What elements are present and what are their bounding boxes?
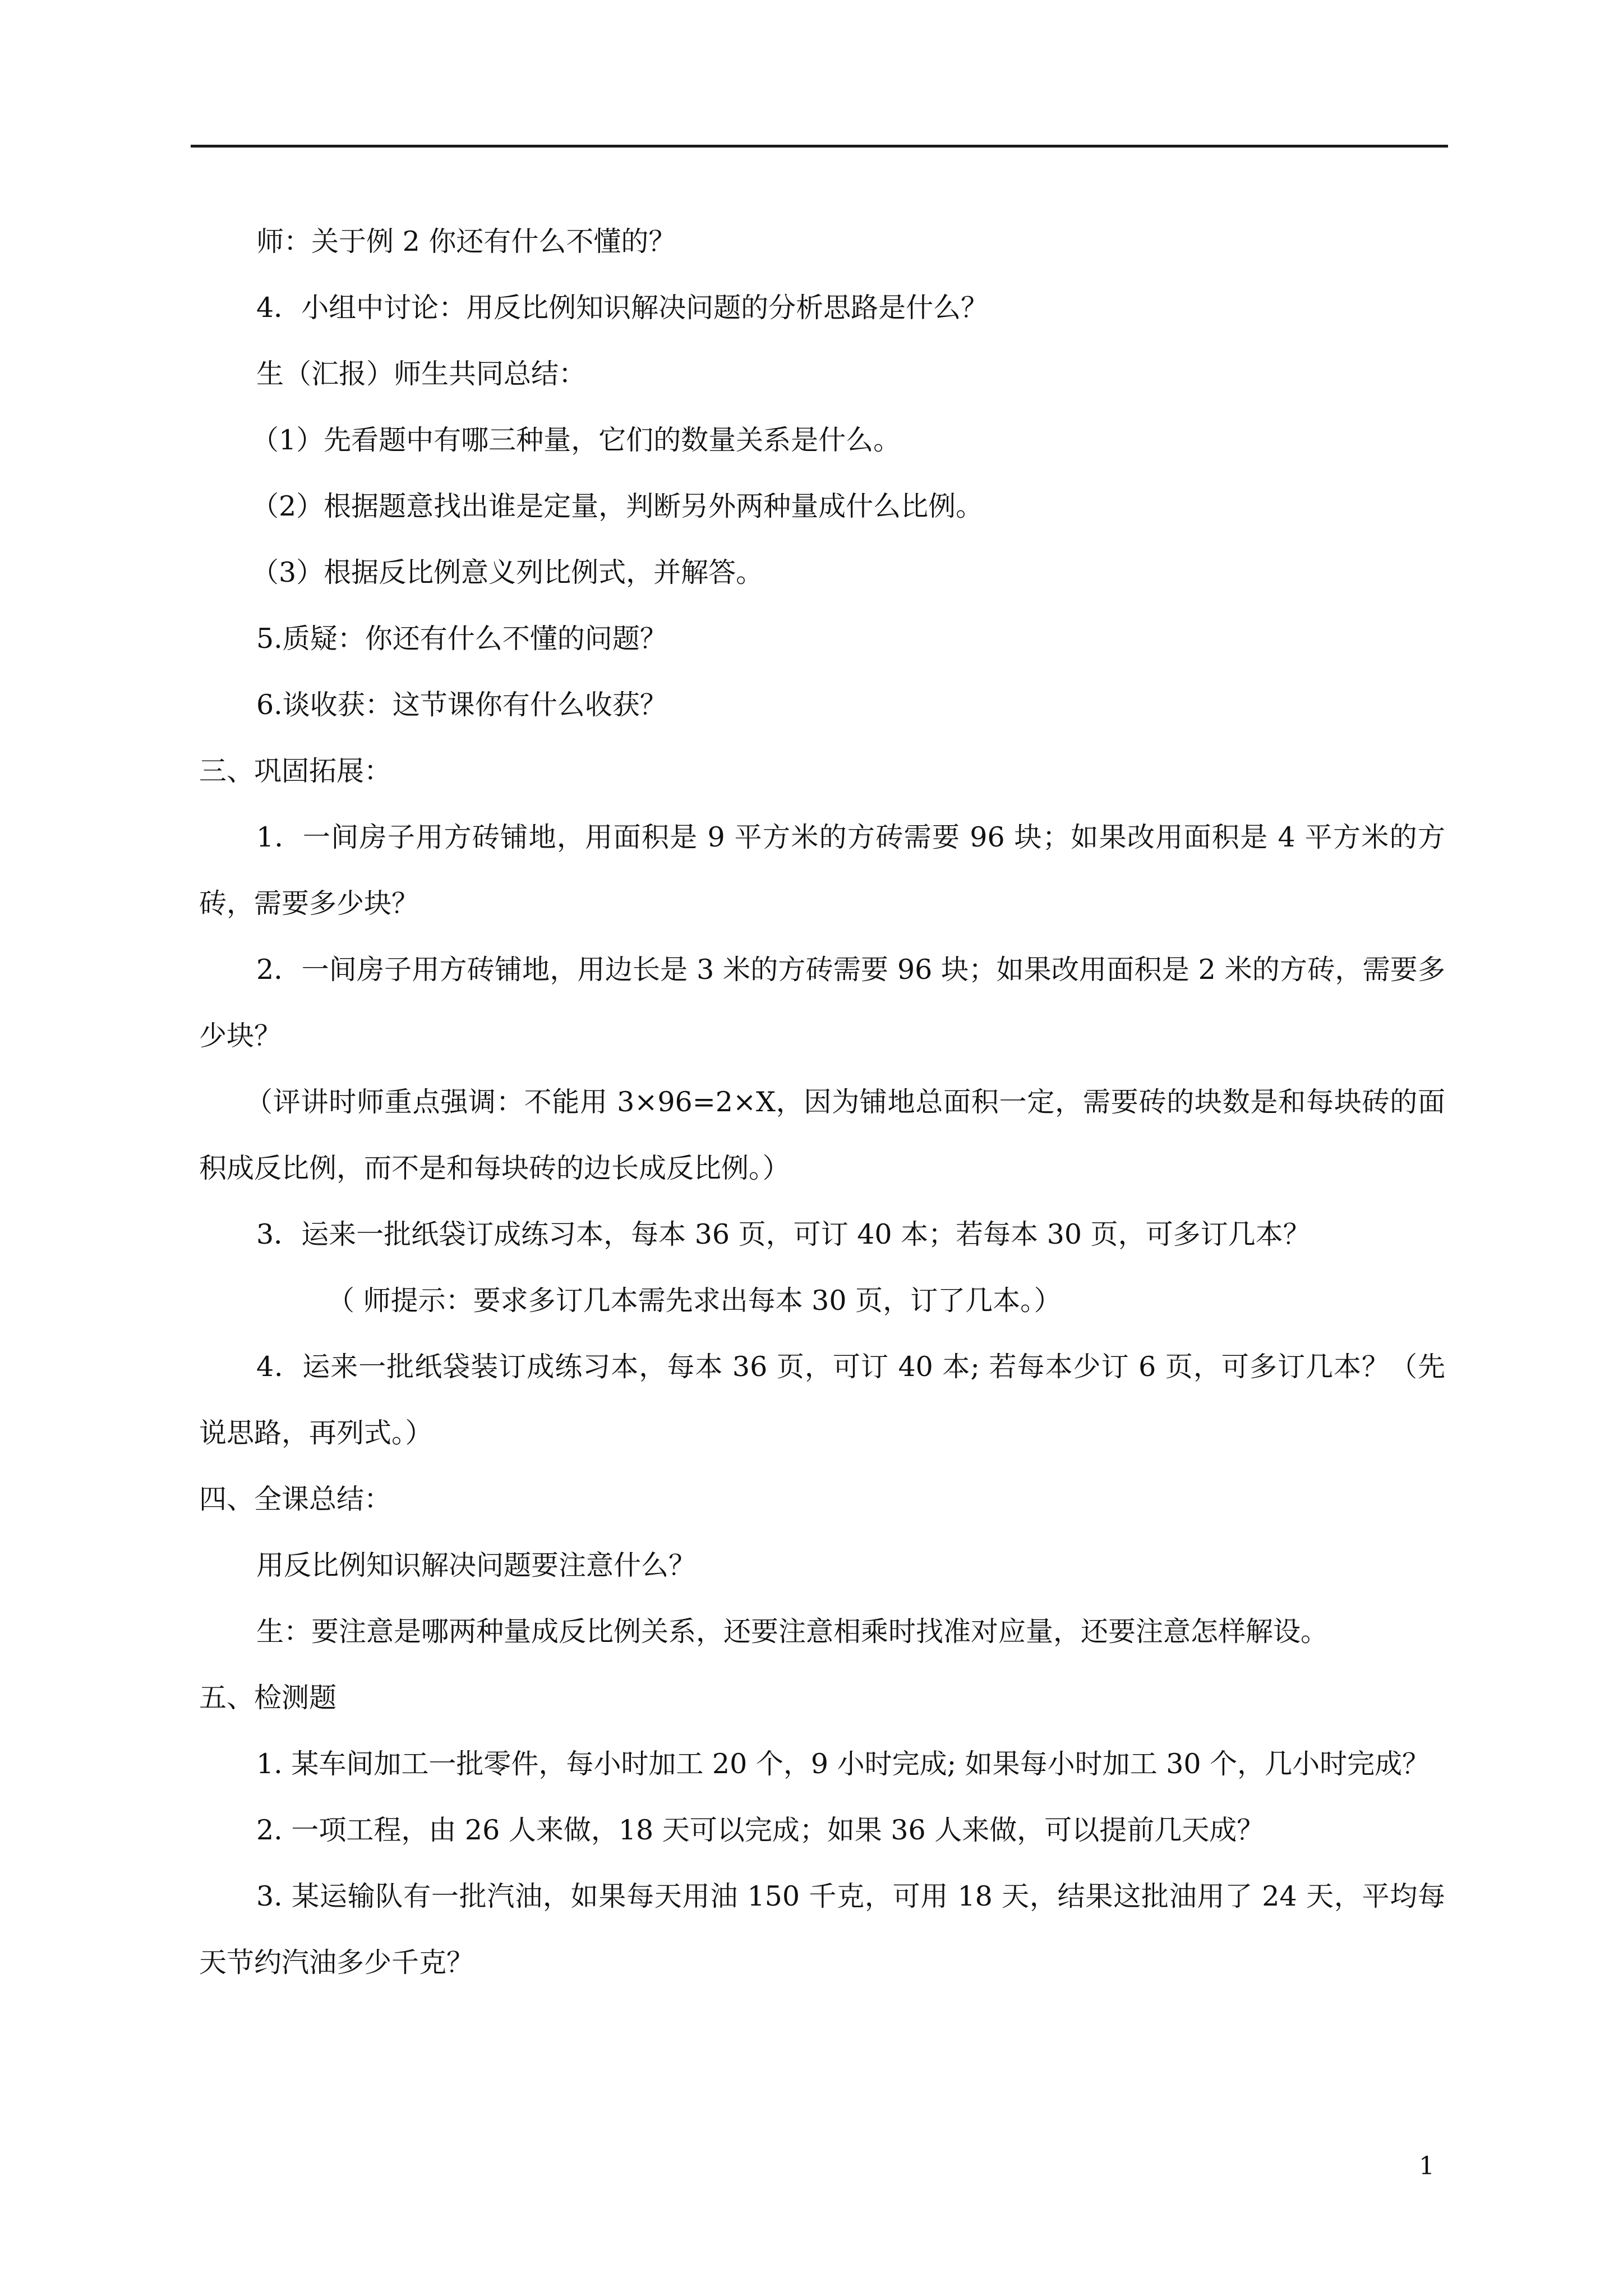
summary-question: 用反比例知识解决问题要注意什么？ xyxy=(256,1549,697,1581)
student-answer: 生：要注意是哪两种量成反比例关系，还要注意相乘时找准对应量，还要注意怎样解设。 xyxy=(256,1616,1329,1648)
test-question-3: 3. 某运输队有一批汽油，如果每天用油 150 千克，可用 18 天，结果这批油用了 24 天，平均每天节约汽油多少千克？ xyxy=(199,1880,1445,1978)
document-body xyxy=(199,209,1445,1996)
teacher-question-line: 师：关于例 2 你还有什么不懂的？ xyxy=(256,226,676,257)
test-question-2: 2. 一项工程，由 26 人来做，18 天可以完成；如果 36 人来做，可以提前几天成？ xyxy=(256,1814,1265,1846)
question-doubt-line: 5.质疑：你还有什么不懂的问题？ xyxy=(256,623,667,655)
header-rule xyxy=(191,145,1448,148)
section-heading-4: 四、全课总结： xyxy=(199,1483,392,1515)
harvest-line: 6.谈收获：这节课你有什么收获？ xyxy=(256,689,667,721)
group-discussion-line: 4．小组中讨论：用反比例知识解决问题的分析思路是什么？ xyxy=(256,292,989,324)
summary-item-2: （2）根据题意找出谁是定量，判断另外两种量成什么比例。 xyxy=(251,490,984,522)
student-summary-line: 生（汇报）师生共同总结： xyxy=(256,358,587,390)
exercise-4: 4．运来一批纸袋装订成练习本，每本 36 页，可订 40 本; 若每本少订 6 页，可多订几本？（先说思路，再列式。） xyxy=(199,1351,1445,1449)
section-heading-3: 三、巩固拓展： xyxy=(199,755,392,787)
exercise-2: 2．一间房子用方砖铺地，用边长是 3 米的方砖需要 96 块；如果改用面积是 2 米的方砖，需要多少块？ xyxy=(199,954,1445,1052)
test-question-1: 1. 某车间加工一批零件，每小时加工 20 个，9 小时完成; 如果每小时加工 30 个，几小时完成？ xyxy=(256,1748,1430,1780)
exercise-1: 1．一间房子用方砖铺地，用面积是 9 平方米的方砖需要 96 块；如果改用面积是 4 平方米的方砖，需要多少块？ xyxy=(199,821,1445,919)
summary-item-3: （3）根据反比例意义列比例式，并解答。 xyxy=(251,556,764,588)
section-heading-5: 五、检测题 xyxy=(199,1682,337,1714)
summary-item-1: （1）先看题中有哪三种量，它们的数量关系是什么。 xyxy=(251,424,901,456)
teacher-emphasis-note: （评讲时师重点强调：不能用 3×96=2×X，因为铺地总面积一定，需要砖的块数是和每块砖的面积成反比例，而不是和每块砖的边长成反比例。） xyxy=(199,1086,1445,1184)
teacher-hint: （ 师提示：要求多订几本需先求出每本 30 页，订了几本。） xyxy=(327,1285,1062,1317)
page-number: 1 xyxy=(1419,2152,1435,2180)
exercise-3: 3．运来一批纸袋订成练习本，每本 36 页，可订 40 本；若每本 30 页，可多订几本？ xyxy=(256,1218,1311,1250)
